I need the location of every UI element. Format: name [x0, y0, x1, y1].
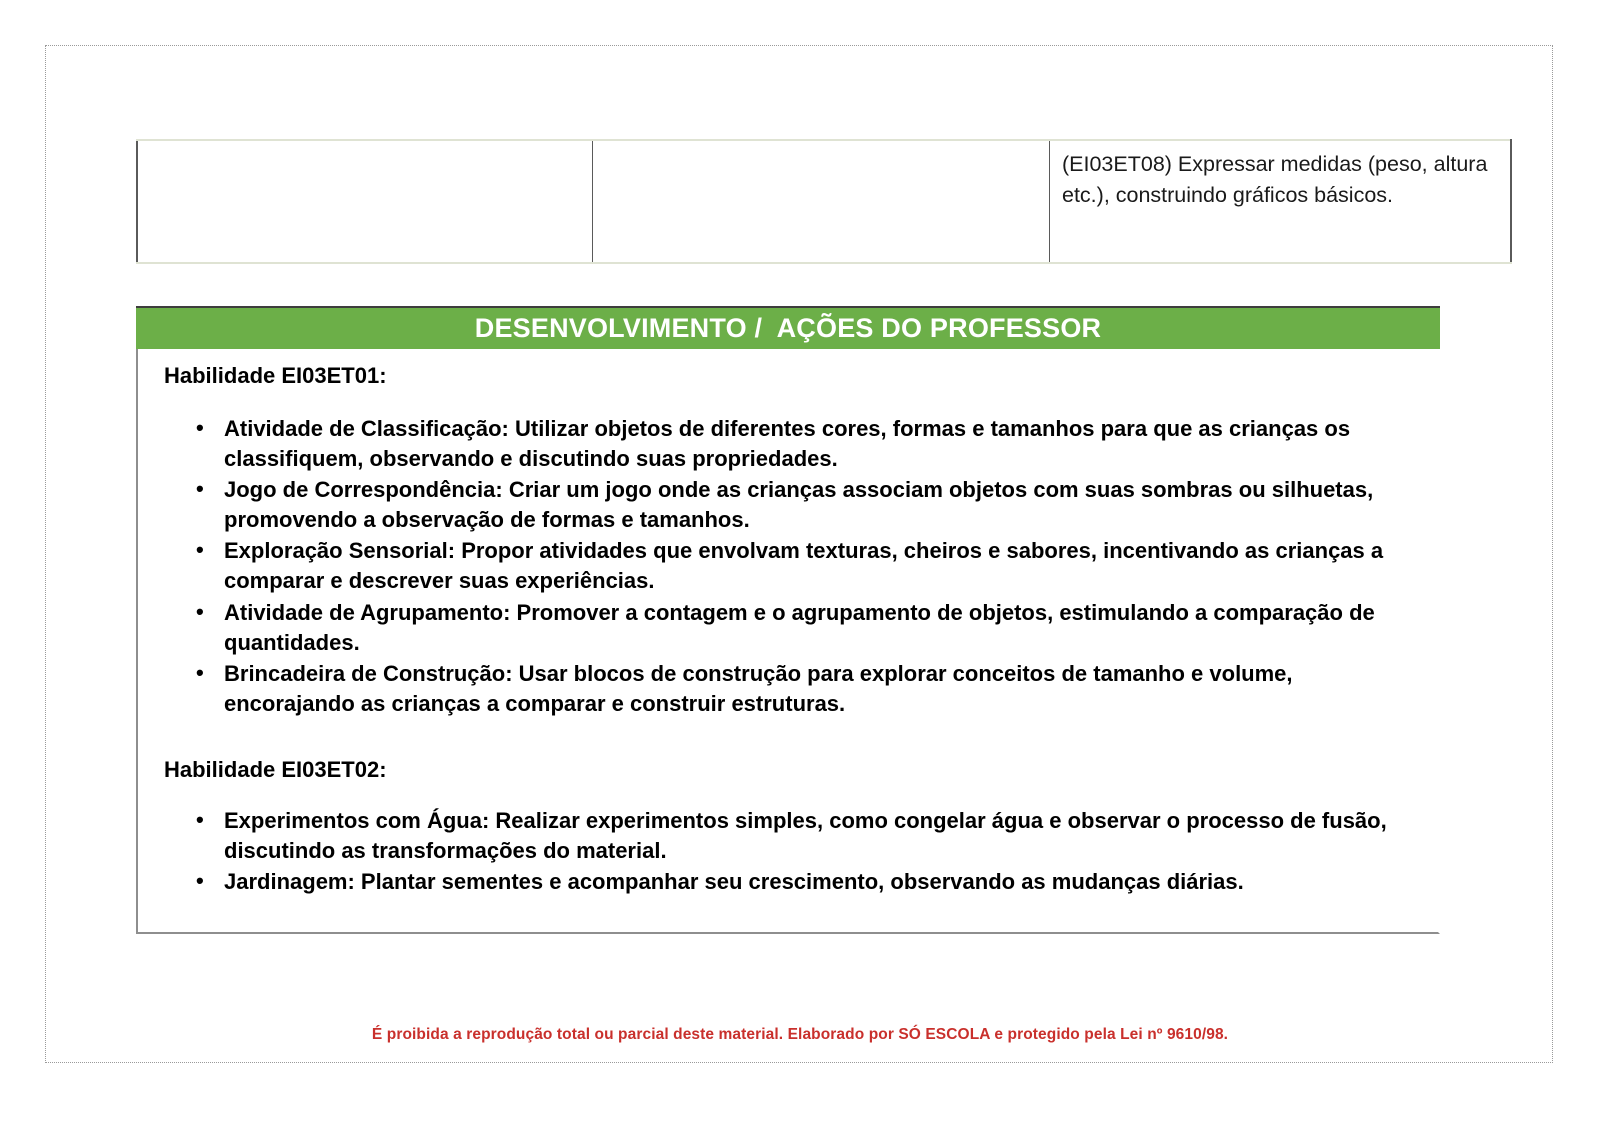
development-section [136, 306, 1440, 934]
skill-heading-ei03et02: Habilidade EI03ET02: [164, 757, 387, 783]
activity-list-ei03et02 [152, 806, 1424, 897]
skills-table [136, 139, 1512, 264]
list-item: • Atividade de Classificação: Utilizar objetos de diferentes cores, formas e tamanhos para que as crianças os classifiquem, observando e discutindo suas propriedades. [152, 414, 1424, 474]
table-cell-column-3: (EI03ET08) Expressar medidas (peso, altura etc.), construindo gráficos básicos. [1050, 140, 1512, 263]
table-cell-column-1 [137, 140, 593, 263]
list-item: • Atividade de Agrupamento: Promover a contagem e o agrupamento de objetos, estimulando a comparação de quantidades. [152, 598, 1424, 658]
list-item: • Exploração Sensorial: Propor atividades que envolvam texturas, cheiros e sabores, incentivando as crianças a comparar e descrever suas experiências. [152, 536, 1424, 596]
table-row [137, 140, 1511, 263]
table-cell-column-2 [593, 140, 1050, 263]
list-item: • Brincadeira de Construção: Usar blocos de construção para explorar conceitos de tamanho e volume, encorajando as crianças a comparar e construir estruturas. [152, 659, 1424, 719]
list-item: • Jogo de Correspondência: Criar um jogo onde as crianças associam objetos com suas sombras ou silhuetas, promovendo a observação de formas e tamanhos. [152, 475, 1424, 535]
list-item: • Experimentos com Água: Realizar experimentos simples, como congelar água e observar o processo de fusão, discutindo as transformações do material. [152, 806, 1424, 866]
copyright-notice: É proibida a reprodução total ou parcial deste material. Elaborado por SÓ ESCOLA e protegido pela Lei nº 9610/98. [371, 1026, 1229, 1043]
skills-table-body [137, 140, 1511, 263]
section-header-banner [136, 306, 1440, 349]
section-header-title: DESENVOLVIMENTO / AÇÕES DO PROFESSOR [474, 313, 1102, 343]
section-content-box [136, 349, 1440, 934]
list-item: • Jardinagem: Plantar sementes e acompanhar seu crescimento, observando as mudanças diárias. [152, 867, 1424, 897]
activity-list-ei03et01 [152, 414, 1424, 719]
skill-heading-ei03et01: Habilidade EI03ET01: [164, 363, 387, 388]
